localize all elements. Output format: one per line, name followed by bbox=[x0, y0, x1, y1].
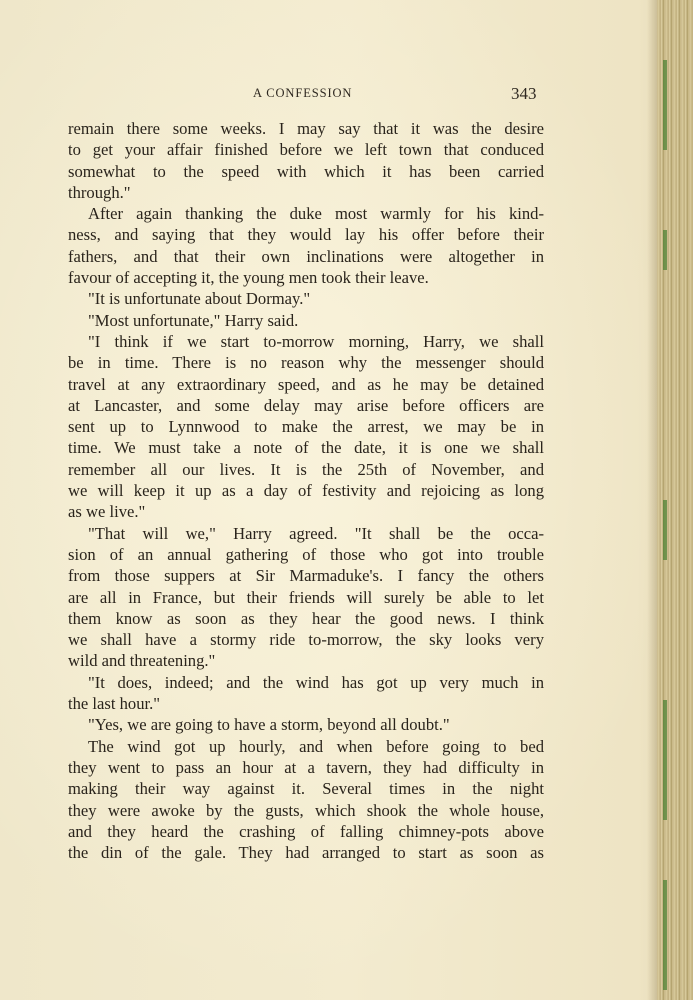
edge-mark bbox=[663, 230, 667, 270]
edge-mark bbox=[663, 880, 667, 990]
text-line: remember all our lives. It is the 25th of November, and bbox=[68, 459, 544, 479]
text-line: travel at any extraordinary speed, and as he may be detained bbox=[68, 374, 544, 394]
text-line: "It is unfortunate about Dormay." bbox=[88, 289, 311, 309]
text-line: the din of the gale. They had arranged to start as soon as bbox=[68, 843, 544, 863]
edge-mark bbox=[663, 700, 667, 820]
text-line: making their way against it. Several times in the night bbox=[68, 779, 544, 799]
text-line: through." bbox=[68, 182, 131, 202]
edge-mark bbox=[663, 60, 667, 150]
text-line: somewhat to the speed with which it has been carried bbox=[68, 161, 544, 181]
text-line: to get your affair finished before we left town that conduced bbox=[68, 140, 544, 160]
text-line: the last hour." bbox=[68, 694, 161, 714]
text-line: The wind got up hourly, and when before going to bed bbox=[88, 736, 544, 756]
text-line: sent up to Lynnwood to make the arrest, we may be in bbox=[68, 417, 544, 437]
text-line: time. We must take a note of the date, it is one we shall bbox=[68, 438, 544, 458]
text-line: we will keep it up as a day of festivity and rejoicing as long bbox=[68, 481, 544, 501]
text-line: at Lancaster, and some delay may arise before officers are bbox=[68, 395, 544, 415]
text-line: After again thanking the duke most warmly for his kind- bbox=[88, 204, 544, 224]
text-line: favour of accepting it, the young men took their leave. bbox=[68, 268, 429, 288]
text-line: as we live." bbox=[68, 502, 146, 522]
text-line: they were awoke by the gusts, which shook the whole house, bbox=[68, 800, 544, 820]
text-line: ness, and saying that they would lay his offer before their bbox=[68, 225, 544, 245]
text-line: "Most unfortunate," Harry said. bbox=[88, 310, 299, 330]
text-line: and they heard the crashing of falling chimney-pots above bbox=[68, 821, 544, 841]
text-line: "I think if we start to-morrow morning, Harry, we shall bbox=[88, 331, 544, 351]
text-line: are all in France, but their friends will surely be able to let bbox=[68, 587, 544, 607]
text-line: we shall have a stormy ride to-morrow, the sky looks very bbox=[68, 630, 544, 650]
text-line: "Yes, we are going to have a storm, beyond all doubt." bbox=[88, 715, 450, 735]
text-line: from those suppers at Sir Marmaduke's. I fancy the others bbox=[68, 566, 544, 586]
text-line: them know as soon as they hear the good news. I think bbox=[68, 608, 544, 628]
page-number: 343 bbox=[511, 84, 537, 103]
edge-mark bbox=[663, 500, 667, 560]
running-title: A CONFESSION bbox=[253, 86, 353, 100]
text-line: sion of an annual gathering of those who got into trouble bbox=[68, 544, 544, 564]
book-edge bbox=[657, 0, 693, 1000]
text-line: remain there some weeks. I may say that it was the desire bbox=[68, 119, 544, 138]
text-line: wild and threatening." bbox=[68, 651, 216, 671]
running-head bbox=[0, 84, 693, 104]
text-line: "It does, indeed; and the wind has got up very much in bbox=[88, 672, 544, 692]
text-line: fathers, and that their own inclinations were altogether in bbox=[68, 246, 544, 266]
text-line: "That will we," Harry agreed. "It shall be the occa- bbox=[88, 523, 544, 543]
text-line: be in time. There is no reason why the messenger should bbox=[68, 353, 544, 373]
body-text bbox=[68, 118, 544, 863]
text-line: they went to pass an hour at a tavern, they had difficulty in bbox=[68, 757, 544, 777]
